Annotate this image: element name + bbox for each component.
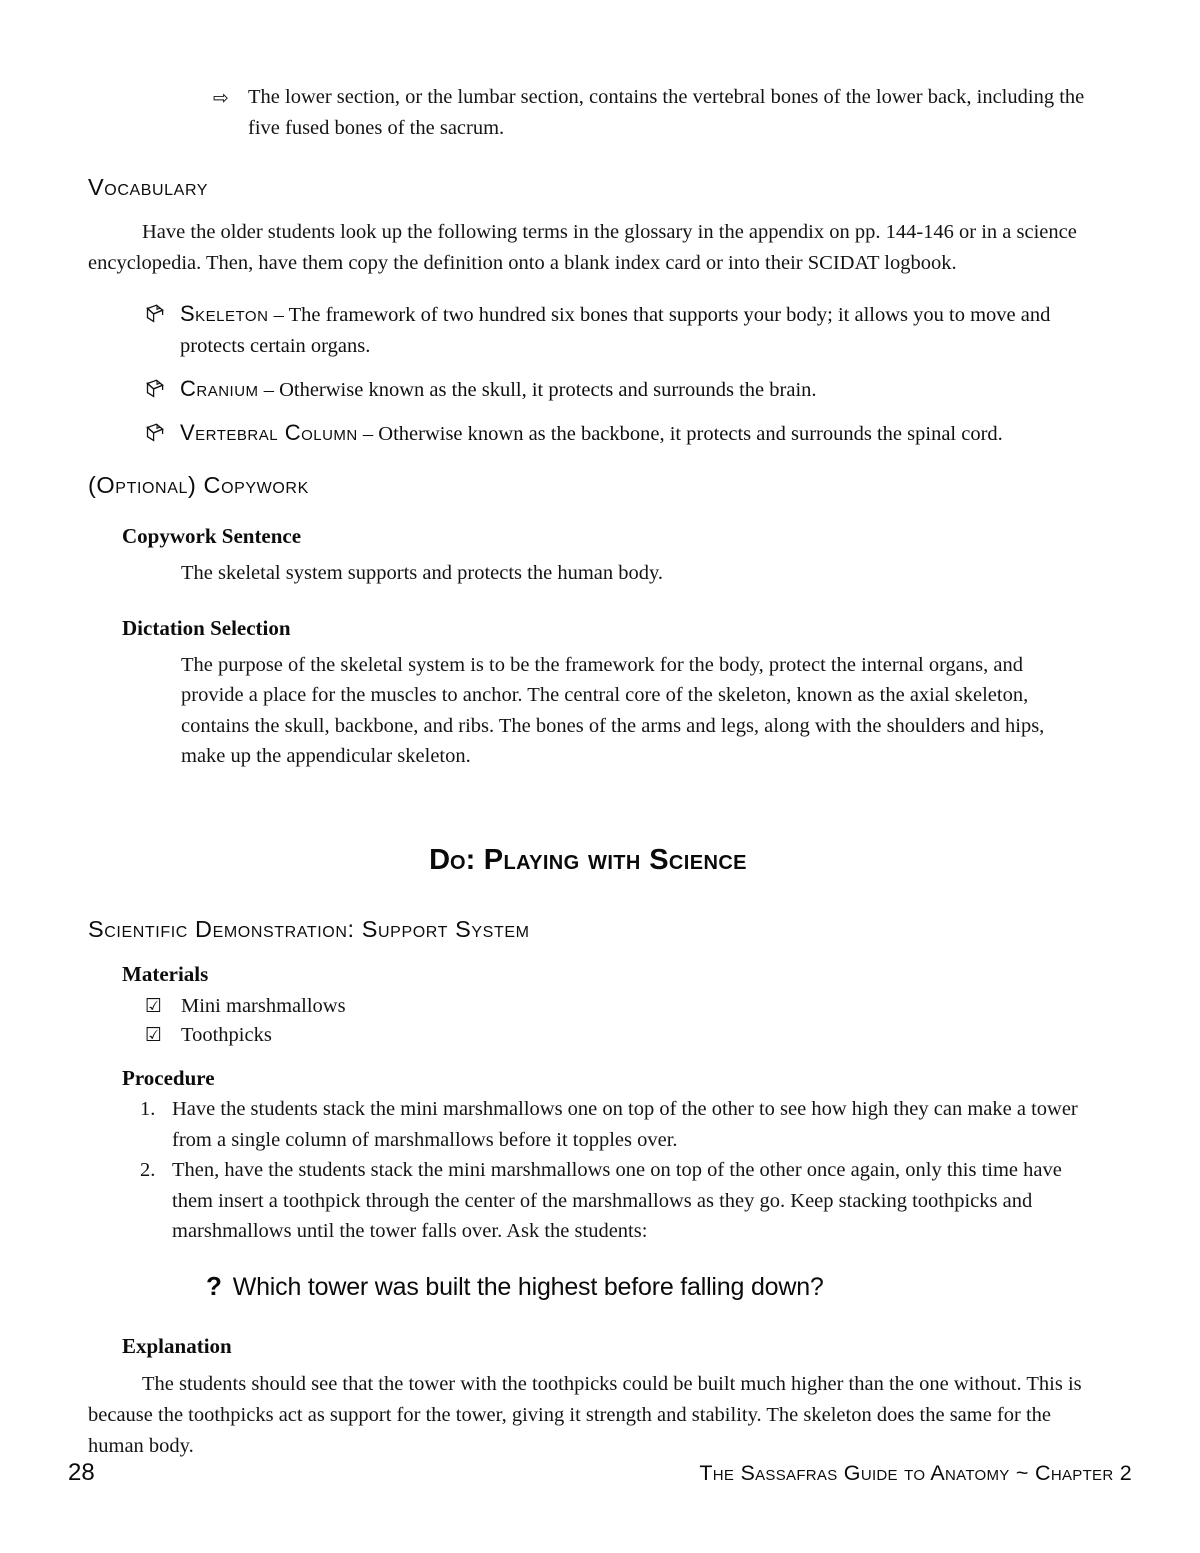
procedure-label: Procedure: [122, 1066, 215, 1091]
vocabulary-term: Cranium: [180, 376, 259, 402]
page-footer: [0, 1459, 1200, 1491]
list-item: [88, 1021, 1088, 1050]
vocabulary-term: Skeleton: [180, 301, 269, 327]
question-text: Which tower was built the highest before falling down?: [232, 1272, 824, 1301]
copywork-heading: (Optional) Copywork: [88, 472, 309, 499]
list-item: [88, 1094, 1088, 1155]
vocabulary-definition: – Otherwise known as the skull, it protects and surrounds the brain.: [263, 379, 817, 402]
dictation-selection-label: Dictation Selection: [122, 615, 291, 640]
material-text: Mini marshmallows: [181, 995, 346, 1018]
note-card-icon: [144, 302, 166, 324]
checkbox-icon: ☑: [145, 1024, 163, 1047]
footer-title: The Sassafras Guide to Anatomy ~ Chapter 2: [699, 1461, 1132, 1485]
vocabulary-definition: – Otherwise known as the backbone, it protects and surrounds the spinal cord.: [362, 423, 1003, 446]
page-number: 28: [68, 1459, 95, 1486]
procedure-text: Then, have the students stack the mini marshmallows one on top of the other once again, only this time have them insert a toothpick through the center of the marshmallows as they go. Keep stacking toothpicks and marshmallows until the tower falls over. Ask the students:: [172, 1159, 1062, 1243]
explanation-text: The students should see that the tower with the toothpicks could be built much higher than the one without. This is because the toothpicks act as support for the tower, giving it strength and stability. The skeleton does the same for the human body.: [88, 1373, 1082, 1458]
list-item: [88, 992, 1088, 1021]
right-arrow-icon: ⇨: [213, 87, 229, 109]
list-item: [88, 298, 1088, 362]
materials-label: Materials: [122, 961, 209, 986]
list-item: [88, 1155, 1088, 1247]
page-content: [88, 82, 1088, 1462]
copywork-sentence-text: The skeletal system supports and protects the human body.: [181, 562, 664, 585]
procedure-number: 1.: [140, 1098, 156, 1121]
do-heading-rest: Playing with Science: [483, 843, 747, 876]
vocabulary-list: [88, 298, 1088, 450]
explanation-label: Explanation: [122, 1334, 232, 1359]
do-heading-strong: Do:: [429, 843, 476, 876]
procedure-list: [88, 1094, 1088, 1247]
materials-list: [88, 992, 1088, 1050]
note-card-icon: [144, 377, 166, 399]
vocabulary-term: Vertebral Column: [180, 420, 358, 446]
material-text: Toothpicks: [181, 1024, 272, 1047]
intro-bullet-item: [88, 82, 1088, 144]
question-callout: [88, 1270, 1088, 1303]
do-section-heading: [88, 844, 1088, 877]
list-item: [88, 417, 1088, 450]
vocabulary-definition: – The framework of two hundred six bones that supports your body; it allows you to move and protects certain organs.: [180, 304, 1051, 358]
list-item: [88, 373, 1088, 406]
note-card-icon: [144, 421, 166, 443]
dictation-selection-text: The purpose of the skeletal system is to be the framework for the body, protect the internal organs, and provide a place for the muscles to anchor. The central core of the skeleton, known as the axial skeleton, contains the skull, backbone, and ribs. The bones of the arms and legs, along with the shoulders and hips, make up the appendicular skeleton.: [181, 653, 1045, 768]
question-mark-icon: ?: [206, 1270, 222, 1301]
procedure-number: 2.: [140, 1159, 156, 1182]
procedure-text: Have the students stack the mini marshmallows one on top of the other to see how high they can make a tower from a single column of marshmallows before it topples over.: [172, 1098, 1078, 1151]
intro-bullet-text: The lower section, or the lumbar section, contains the vertebral bones of the lower back, including the five fused bones of the sacrum.: [248, 86, 1085, 139]
checkbox-icon: ☑: [145, 995, 163, 1018]
demonstration-heading: Scientific Demonstration: Support System: [88, 915, 530, 942]
vocabulary-intro-paragraph: Have the older students look up the following terms in the glossary in the appendix on pp. 144-146 or in a science encyclopedia. Then, have them copy the definition onto a blank index card or into their SCIDAT logbook.: [88, 221, 1077, 275]
copywork-sentence-label: Copywork Sentence: [122, 524, 302, 549]
vocabulary-heading: Vocabulary: [88, 174, 209, 200]
